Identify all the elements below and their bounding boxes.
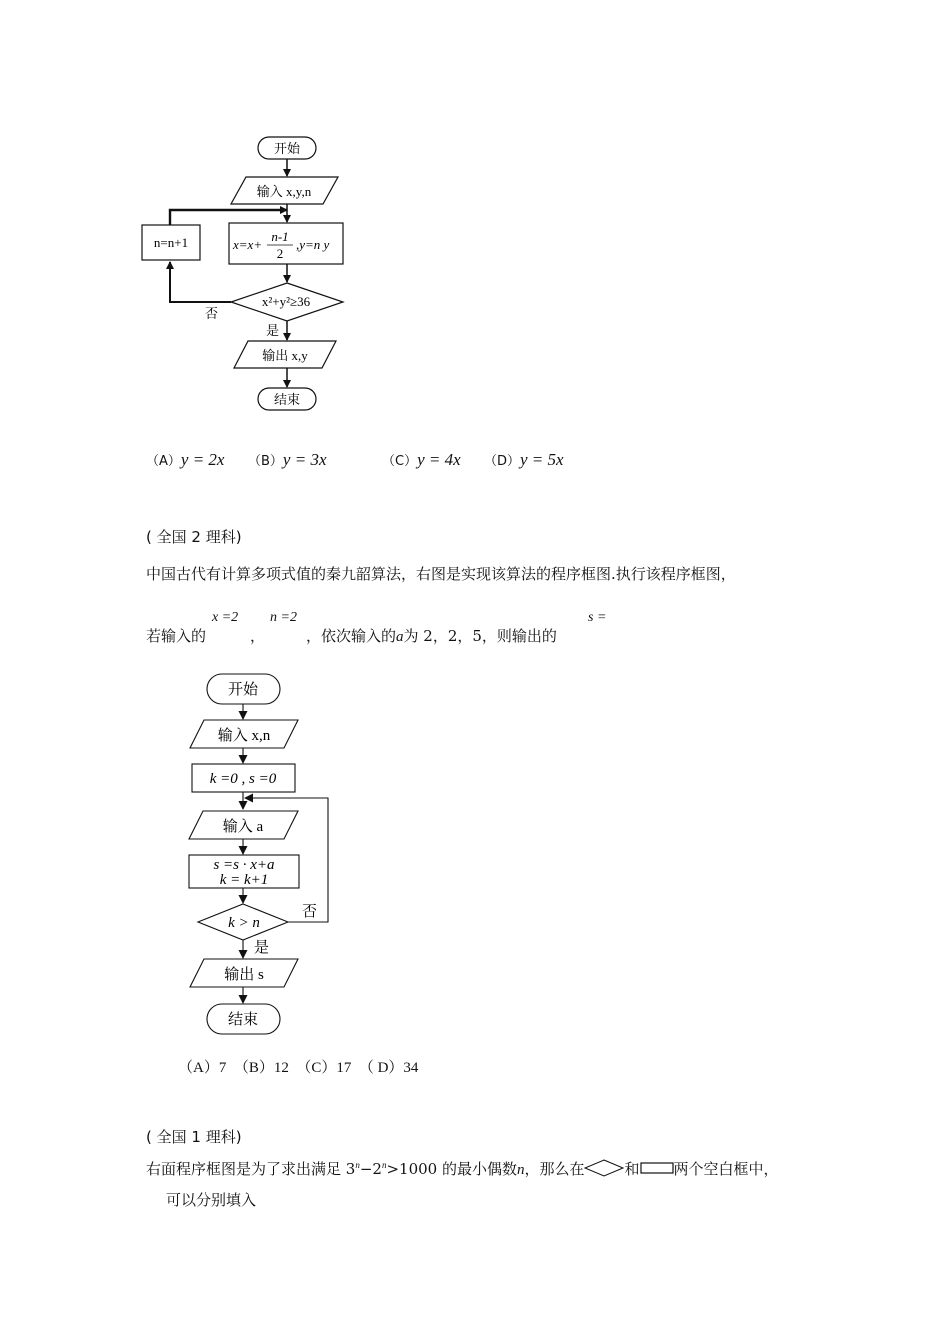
diamond-blank-icon <box>584 1159 624 1177</box>
rectangle-blank-icon <box>640 1161 674 1175</box>
s-equals: s = <box>588 610 607 625</box>
init-box <box>192 764 295 792</box>
svg-text:k =0 , s =0: k =0 , s =0 <box>209 771 277 787</box>
output-label: 输出 x,y <box>262 348 308 363</box>
input-parallelogram <box>231 177 338 204</box>
start-terminal-2 <box>207 674 280 704</box>
flowchart-1 <box>0 0 420 420</box>
yes-label-2: 是 <box>254 940 270 956</box>
q1-option-a: （A）y = 2x <box>146 450 225 469</box>
process-box <box>229 223 343 264</box>
start-terminal <box>258 137 316 159</box>
process-box-2 <box>189 855 299 888</box>
output-s-parallelogram <box>190 959 298 987</box>
section-2-line1: 中国古代有计算多项式值的秦九韶算法，右图是实现该算法的程序框图.执行该程序框图， <box>146 565 736 583</box>
end-terminal-2 <box>207 1004 280 1034</box>
svg-text:x=x+: x=x+ <box>233 237 263 252</box>
comma: ， <box>250 627 266 645</box>
svg-text:s =s · x+a: s =s · x+a <box>213 857 275 873</box>
yes-label: 是 <box>266 324 280 339</box>
no-label-2: 否 <box>302 904 318 920</box>
q1-option-d: （D）y = 5x <box>484 450 564 469</box>
section-3-heading: ( 全国 1 理科) <box>146 1128 242 1146</box>
section-3-line1: 右面程序框图是为了求出满足 $3^n-2^n>1000$ 的最小偶数n，那么在 和 两个空白框中， <box>146 1160 779 1178</box>
q1-option-b: （B）y = 3x <box>248 450 327 469</box>
no-label: 否 <box>205 307 219 322</box>
q2-options: （A）7 （B）12 （C）17 （ D）34 <box>178 1060 419 1076</box>
svg-text:k = k+1: k = k+1 <box>219 872 269 888</box>
input-label: 输入 x,y,n <box>256 184 312 199</box>
end-label: 结束 <box>273 393 301 408</box>
svg-text:,y=n y: ,y=n y <box>296 237 330 252</box>
svg-text:结束: 结束 <box>227 1012 259 1028</box>
start-label: 开始 <box>273 142 301 157</box>
section-2-line2-mid: ，依次输入的a为 2，2，5，则输出的 <box>306 627 557 645</box>
input-a-parallelogram <box>189 811 298 839</box>
svg-text:输入 a: 输入 a <box>222 819 264 835</box>
input-xn-parallelogram <box>190 720 298 748</box>
svg-text:2: 2 <box>276 246 284 261</box>
flowchart-2 <box>0 660 420 1040</box>
loop-box <box>142 225 200 260</box>
svg-text:n-1: n-1 <box>271 229 289 244</box>
loop-box-label: n=n+1 <box>153 235 189 250</box>
q1-option-c: （C）y = 4x <box>382 450 461 469</box>
end-terminal <box>258 388 316 410</box>
svg-text:输出 s: 输出 s <box>224 967 264 983</box>
svg-text:开始: 开始 <box>227 682 259 698</box>
output-parallelogram <box>234 341 336 368</box>
section-2-heading: ( 全国 2 理科) <box>146 528 242 546</box>
section-2-line2-start: 若输入的 <box>146 627 207 645</box>
decision-label: x²+y²≥36 <box>261 294 311 309</box>
decision-diamond <box>231 283 343 321</box>
x-equals-2: x =2 <box>212 610 239 625</box>
decision-diamond-2 <box>198 904 288 940</box>
n-equals-2: n =2 <box>270 610 297 625</box>
section-3-line2: 可以分别填入 <box>166 1191 257 1209</box>
svg-text:k > n: k > n <box>228 915 260 931</box>
svg-text:输入 x,n: 输入 x,n <box>217 728 271 744</box>
